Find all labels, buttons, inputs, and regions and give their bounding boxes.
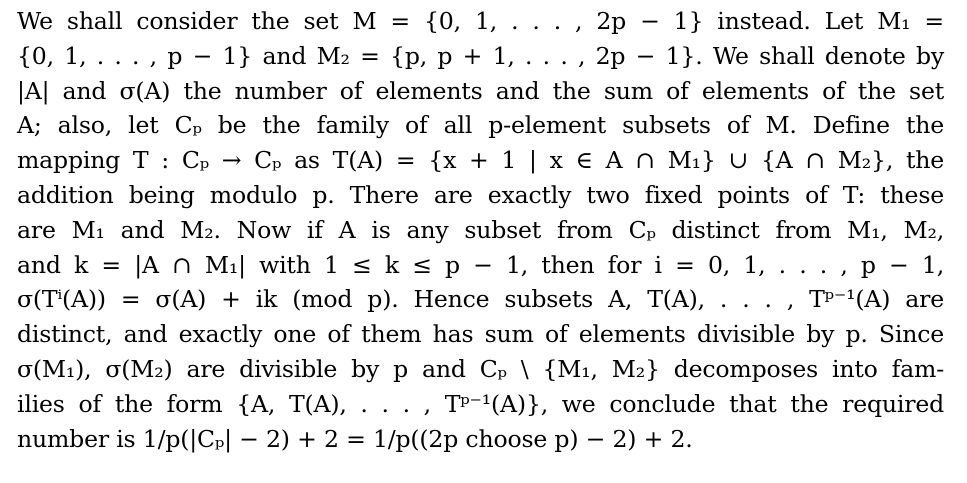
text-line: |A| and σ(A) the number of elements and the sum of elements of the set — [17, 76, 944, 105]
text-line-final: number is 1/p(|Cₚ| − 2) + 2 = 1/p((2p choose p) − 2) + 2. — [17, 424, 693, 453]
text-line: {0, 1, . . . , p − 1} and M₂ = {p, p + 1, . . . , 2p − 1}. We shall denote by — [17, 41, 944, 70]
text-line: are M₁ and M₂. Now if A is any subset from Cₚ distinct from M₁, M₂, — [17, 215, 944, 244]
solution-paragraph — [17, 4, 944, 456]
text-line: We shall consider the set M = {0, 1, . . . , 2p − 1} instead. Let M₁ = — [17, 7, 944, 35]
text-line: A; also, let Cₚ be the family of all p-element subsets of M. Define the — [17, 111, 944, 140]
text-line: σ(M₁), σ(M₂) are divisible by p and Cₚ \ {M₁, M₂} decomposes into fam- — [17, 354, 944, 383]
text-line: and k = |A ∩ M₁| with 1 ≤ k ≤ p − 1, then for i = 0, 1, . . . , p − 1, — [17, 250, 944, 279]
text-line: σ(Tⁱ(A)) = σ(A) + ik (mod p). Hence subsets A, T(A), . . . , Tᵖ⁻¹(A) are — [17, 285, 944, 314]
text-line: distinct, and exactly one of them has sum of elements divisible by p. Since — [17, 320, 944, 349]
text-line: addition being modulo p. There are exactly two fixed points of T: these — [17, 180, 944, 209]
text-line: mapping T : Cₚ → Cₚ as T(A) = {x + 1 | x ∈ A ∩ M₁} ∪ {A ∩ M₂}, the — [17, 146, 944, 175]
text-line: ilies of the form {A, T(A), . . . , Tᵖ⁻¹(A)}, we conclude that the required — [17, 389, 944, 418]
